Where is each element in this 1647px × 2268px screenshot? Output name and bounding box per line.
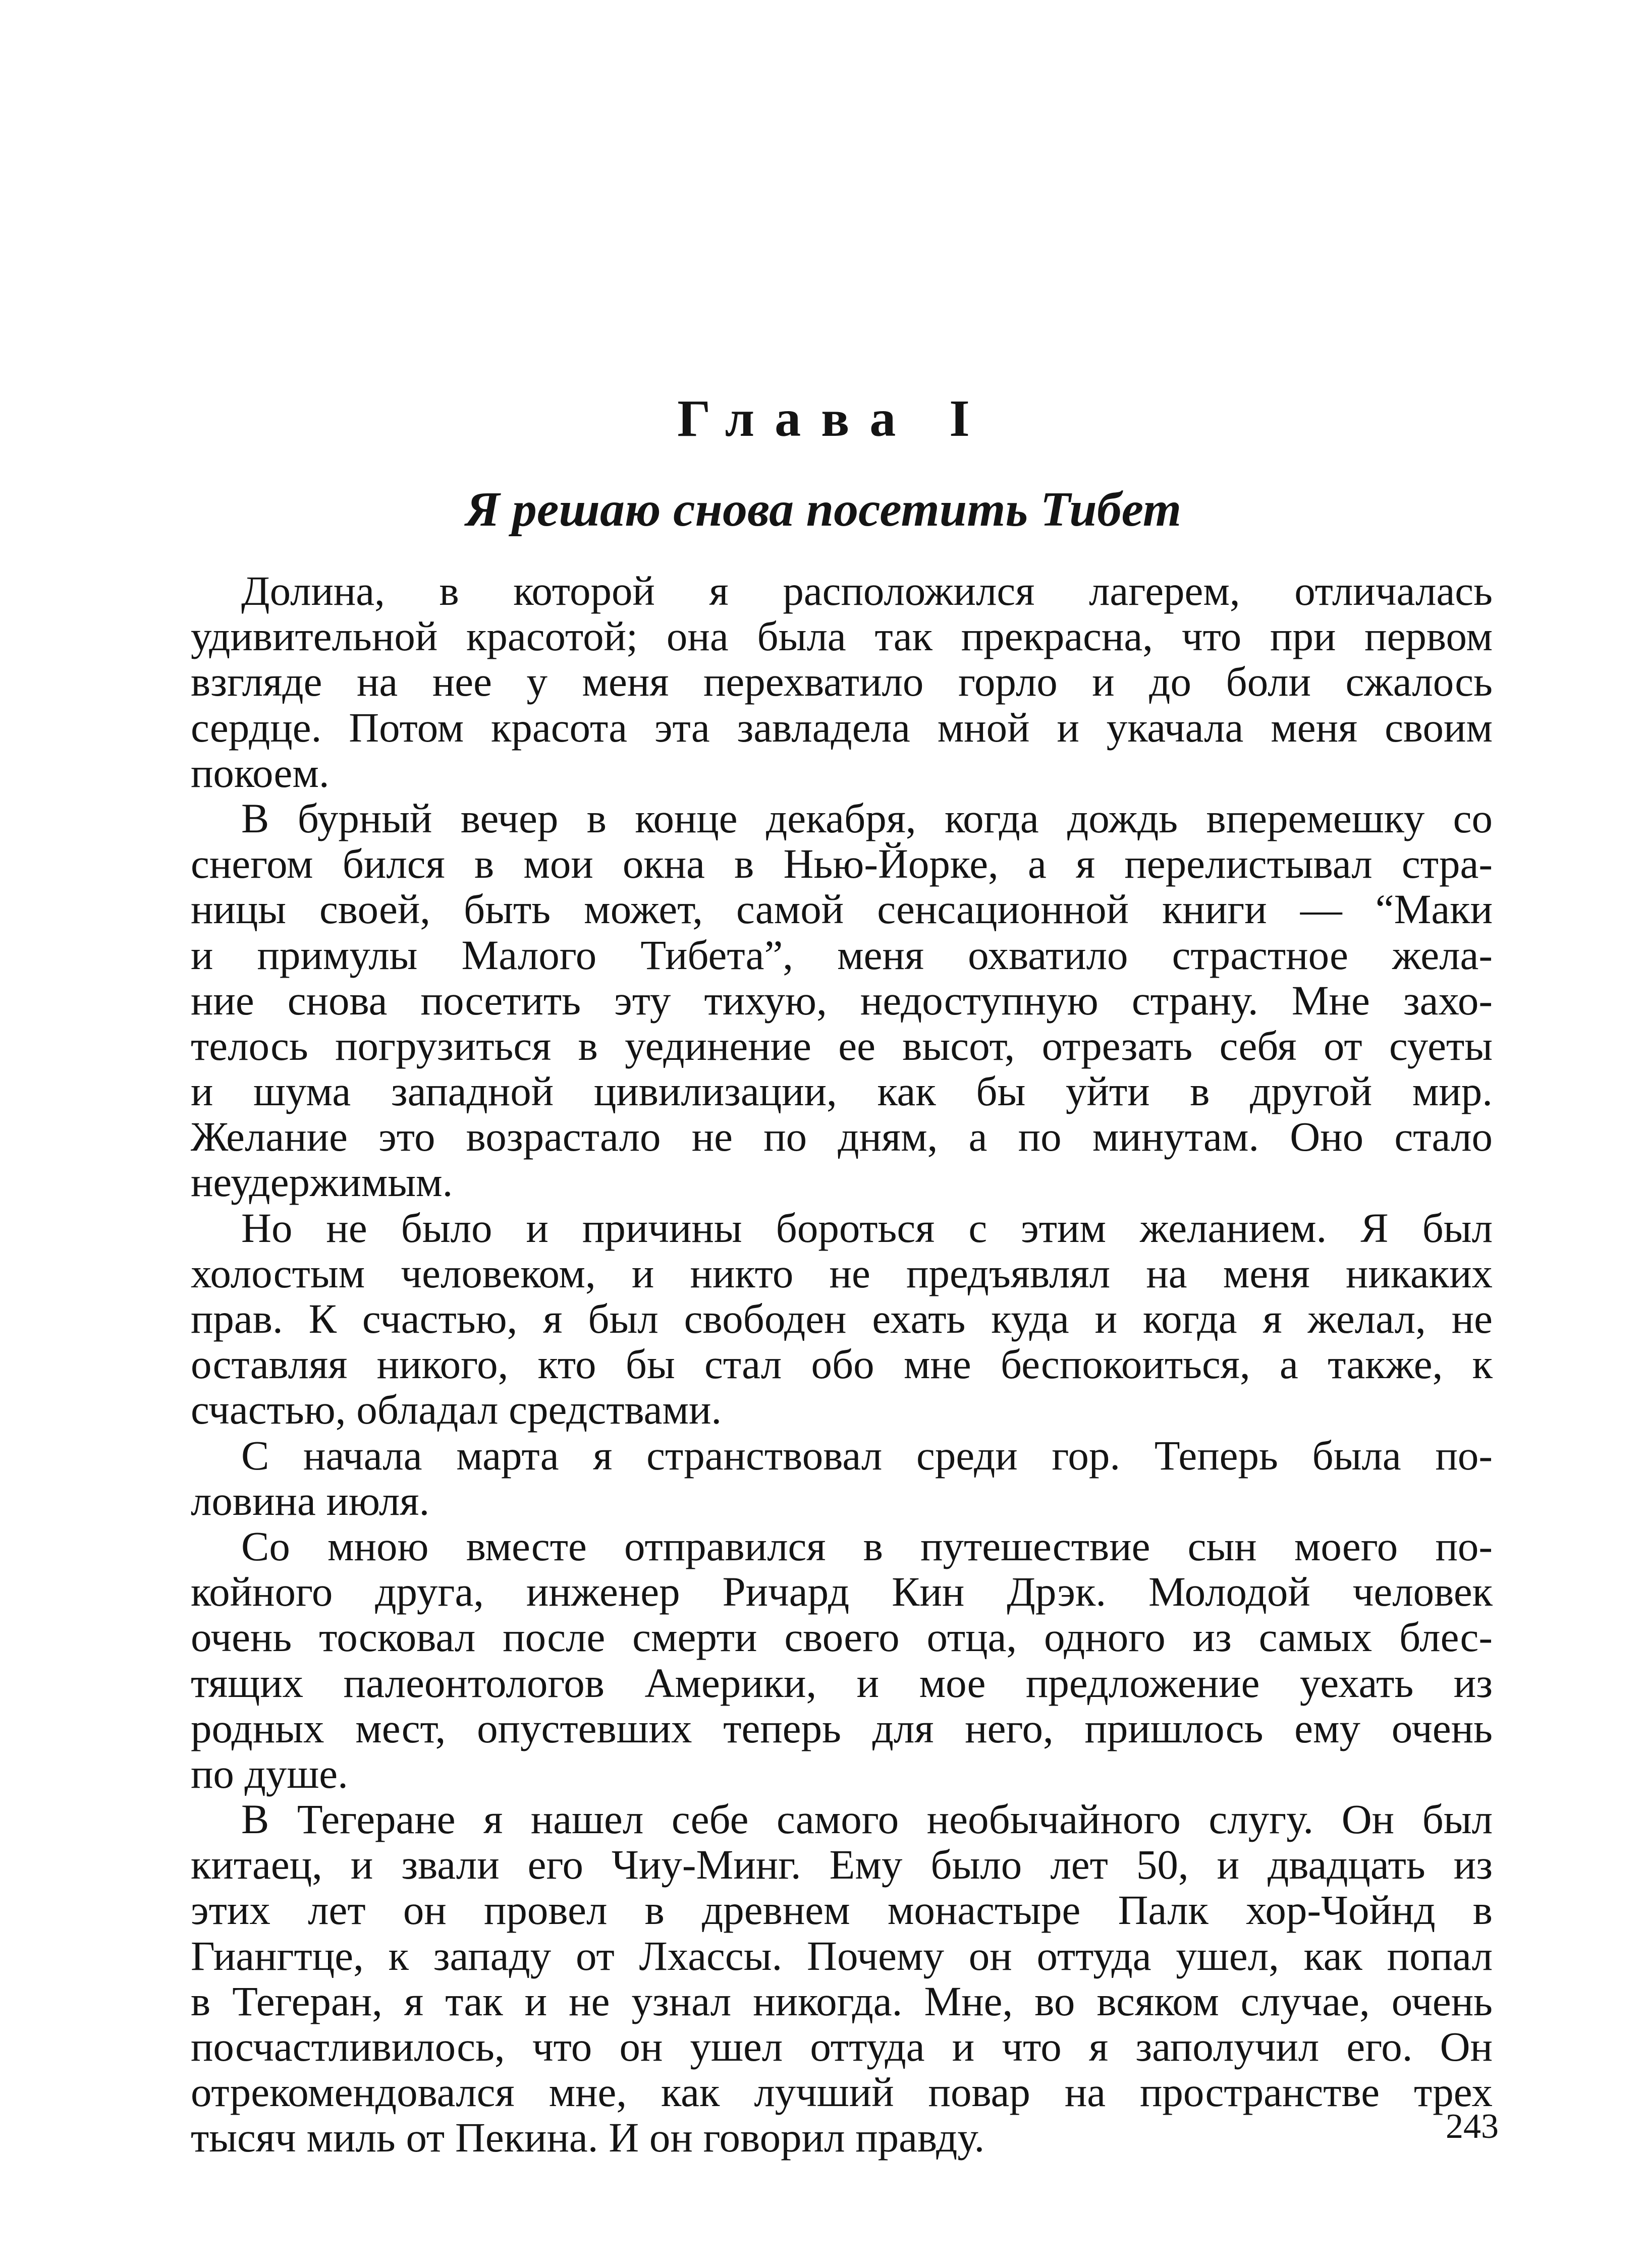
paragraph xyxy=(191,1205,1493,1433)
text-line: и примулы Малого Тибета”, меня охватило страстное жела- xyxy=(191,931,1493,978)
text-line: удивительной красотой; она была так прекрасна, что при первом xyxy=(191,613,1493,660)
text-line: этих лет он провел в древнем монастыре Палк хор-Чойнд в xyxy=(191,1887,1493,1934)
text-line: оставляя никого, кто бы стал обо мне беспокоиться, а также, к xyxy=(191,1341,1493,1388)
text-line: прав. К счастью, я был свободен ехать куда и когда я желал, не xyxy=(191,1295,1493,1342)
paragraph xyxy=(191,1523,1493,1796)
text-line: снегом бился в мои окна в Нью-Йорке, а я перелистывал стра- xyxy=(191,840,1493,887)
text-line: по душе. xyxy=(191,1750,348,1797)
text-line: В бурный вечер в конце декабря, когда дождь вперемешку со xyxy=(241,795,1493,841)
chapter-title: Я решаю снова посетить Тибет xyxy=(465,482,1182,537)
text-line: очень тосковал после смерти своего отца, одного из самых блес- xyxy=(191,1614,1493,1661)
paragraph xyxy=(191,568,1493,796)
text-line: неудержимым. xyxy=(191,1159,453,1206)
text-line: телось погрузиться в уединение ее высот, отрезать себя от суеты xyxy=(191,1022,1493,1069)
text-line: и шума западной цивилизации, как бы уйти в другой мир. xyxy=(191,1068,1493,1115)
paragraph xyxy=(191,796,1493,1205)
text-line: посчастливилось, что он ушел оттуда и что я заполучил его. Он xyxy=(191,2023,1493,2070)
text-line: С начала марта я странствовал среди гор. Теперь была по- xyxy=(241,1432,1493,1479)
text-line: койного друга, инженер Ричард Кин Дрэк. Молодой человек xyxy=(191,1568,1493,1615)
text-line: тысяч миль от Пекина. И он говорил правду. xyxy=(191,2114,985,2161)
text-line: Желание это возрастало не по дням, а по минутам. Оно стало xyxy=(191,1113,1493,1160)
text-line: тящих палеонтологов Америки, и мое предложение уехать из xyxy=(191,1659,1493,1706)
text-line: В Тегеране я нашел себе самого необычайного слугу. Он был xyxy=(241,1796,1493,1843)
text-line: в Тегеран, я так и не узнал никогда. Мне, во всяком случае, очень xyxy=(191,1977,1493,2024)
text-line: ние снова посетить эту тихую, недоступную страну. Мне захо- xyxy=(191,977,1493,1024)
text-line: покоем. xyxy=(191,749,330,796)
paragraph xyxy=(191,1796,1493,2161)
text-line: китаец, и звали его Чиу-Минг. Ему было лет 50, и двадцать из xyxy=(191,1841,1493,1888)
text-line: сердце. Потом красота эта завладела мной и укачала меня своим xyxy=(191,704,1493,751)
text-line: счастью, обладал средствами. xyxy=(191,1386,722,1433)
page-number: 243 xyxy=(1446,2107,1499,2146)
text-line: холостым человеком, и никто не предъявлял на меня никаких xyxy=(191,1250,1493,1296)
text-line: ницы своей, быть может, самой сенсационной книги — “Маки xyxy=(191,886,1493,933)
text-line: Гиангтце, к западу от Лхассы. Почему он оттуда ушел, как попал xyxy=(191,1932,1493,1979)
text-line: Со мною вместе отправился в путешествие сын моего по- xyxy=(241,1522,1493,1569)
body-text xyxy=(191,568,1493,2161)
text-line: отрекомендовался мне, как лучший повар на пространстве трех xyxy=(191,2069,1493,2116)
text-line: Долина, в которой я расположился лагерем, отличалась xyxy=(241,568,1493,614)
text-line: взгляде на нее у меня перехватило горло и до боли сжалось xyxy=(191,658,1493,705)
paragraph xyxy=(191,1433,1493,1523)
text-line: родных мест, опустевших теперь для него, пришлось ему очень xyxy=(191,1705,1493,1751)
text-line: ловина июля. xyxy=(191,1477,430,1524)
text-line: Но не было и причины бороться с этим желанием. Я был xyxy=(241,1204,1493,1251)
chapter-heading: Глава I xyxy=(677,389,990,447)
